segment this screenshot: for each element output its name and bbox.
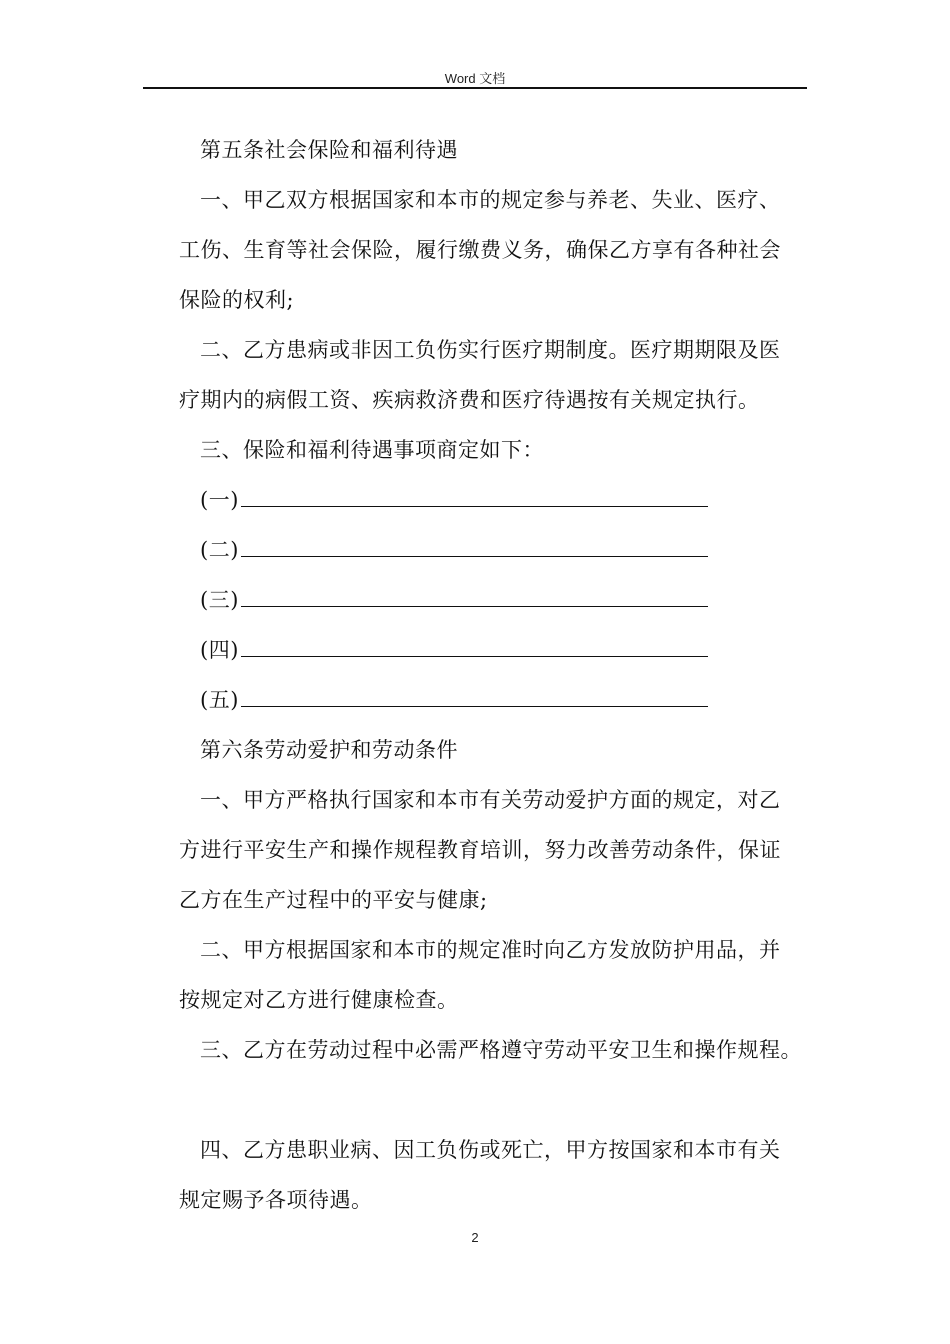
paragraph-line: 按规定对乙方进行健康检查。 — [179, 988, 459, 1012]
paragraph-line: 方进行平安生产和操作规程教育培训，努力改善劳动条件，保证 — [179, 838, 781, 862]
paragraph-line: 疗期内的病假工资、疾病救济费和医疗待遇按有关规定执行。 — [179, 388, 760, 412]
fill-in-item — [179, 636, 840, 664]
paragraph-line: 二、甲方根据国家和本市的规定准时向乙方发放防护用品，并 — [200, 938, 781, 962]
header-divider — [143, 87, 807, 89]
item-label: (四) — [200, 638, 239, 662]
section-heading: 第六条劳动爱护和劳动条件 — [200, 738, 458, 762]
paragraph-line: 三、乙方在劳动过程中必需严格遵守劳动平安卫生和操作规程。 — [200, 1038, 802, 1062]
blank-line — [241, 636, 708, 657]
paragraph-line: 规定赐予各项待遇。 — [179, 1188, 373, 1212]
blank-line — [241, 536, 708, 557]
item-label: (三) — [200, 588, 239, 612]
fill-in-item — [179, 586, 840, 614]
paragraph-line: 一、甲乙双方根据国家和本市的规定参与养老、失业、医疗、 — [200, 188, 781, 212]
fill-in-item — [179, 536, 840, 564]
paragraph-line: 保险的权利; — [179, 288, 295, 312]
section-heading: 第五条社会保险和福利待遇 — [200, 138, 458, 162]
item-label: (五) — [200, 688, 239, 712]
paragraph-line: 四、乙方患职业病、因工负伤或死亡，甲方按国家和本市有关 — [200, 1138, 781, 1162]
blank-line — [241, 486, 708, 507]
paragraph-line: 二、乙方患病或非因工负伤实行医疗期制度。医疗期期限及医 — [200, 338, 781, 362]
page-number: 2 — [471, 1230, 479, 1245]
paragraph-line: 工伤、生育等社会保险，履行缴费义务，确保乙方享有各种社会 — [179, 238, 781, 262]
fill-in-item — [179, 486, 840, 514]
item-label: (二) — [200, 538, 239, 562]
item-label: (一) — [200, 488, 239, 512]
paragraph-line: 乙方在生产过程中的平安与健康; — [179, 888, 488, 912]
paragraph-line: 一、甲方严格执行国家和本市有关劳动爱护方面的规定，对乙 — [200, 788, 781, 812]
blank-line — [241, 586, 708, 607]
paragraph-line: 三、保险和福利待遇事项商定如下： — [200, 438, 544, 462]
blank-line — [241, 686, 708, 707]
fill-in-item — [179, 686, 840, 714]
page-header-title: Word 文档 — [444, 71, 506, 86]
